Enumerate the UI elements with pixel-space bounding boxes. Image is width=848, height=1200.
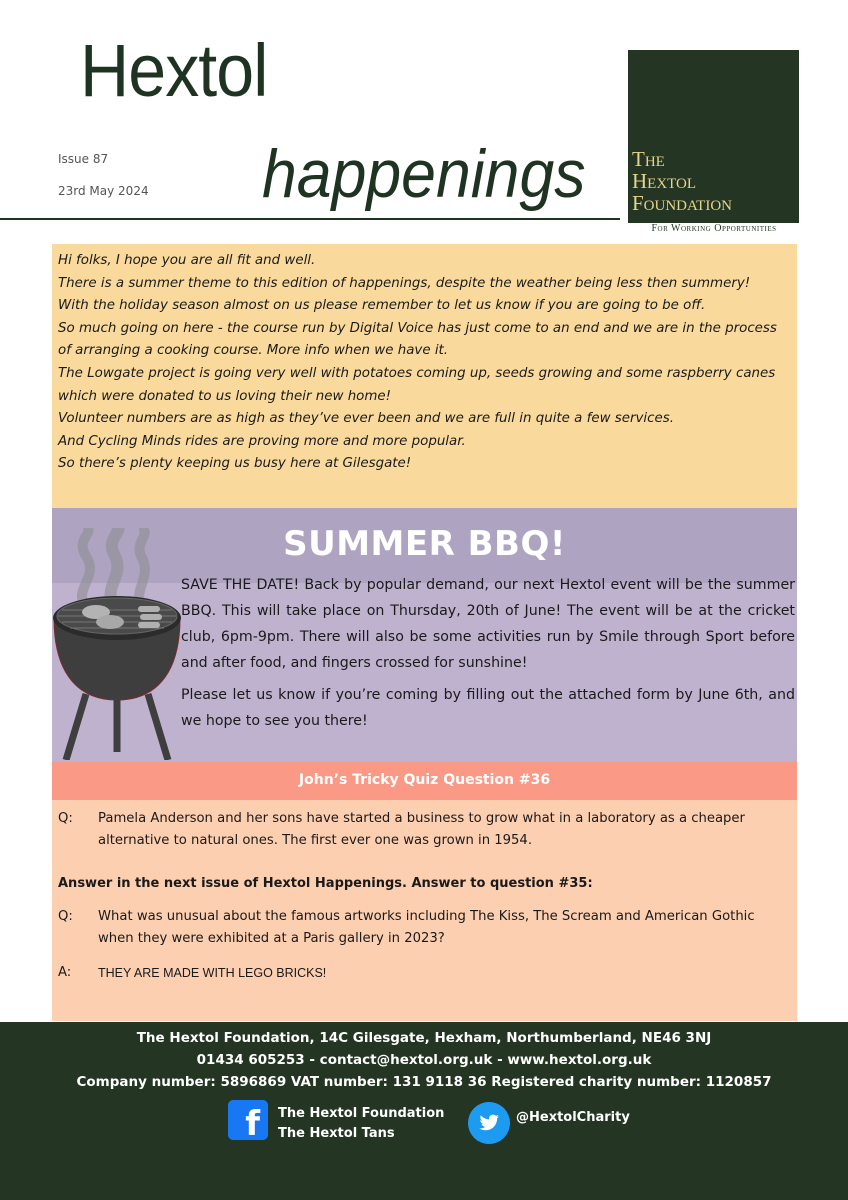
bbq-paragraph-1: SAVE THE DATE! Back by popular demand, our next Hextol event will be the summer BBQ. This will take place on Thursday, 20th of June! The event will be at the cricket club, 6pm-9pm. There will also be some activities run by Smile through Sport before and after food, and fingers crossed for sunshine! <box>181 577 795 671</box>
logo-line-1: The <box>632 147 665 171</box>
logo-tagline: For Working Opportunities <box>651 223 777 234</box>
answer-text: THEY ARE MADE WITH LEGO BRICKS! <box>98 966 327 980</box>
intro-line: So there’s plenty keeping us busy here at Gilesgate! <box>58 456 412 472</box>
footer-address: The Hextol Foundation, 14C Gilesgate, Hexham, Northumberland, NE46 3NJ <box>136 1030 712 1046</box>
intro-line: And Cycling Minds rides are proving more and more popular. <box>58 433 466 449</box>
footer <box>0 1022 848 1200</box>
intro-line: Hi folks, I hope you are all fit and well. <box>58 253 316 268</box>
bbq-grill-icon <box>52 528 182 760</box>
previous-question-text: What was unusual about the famous artworks including The Kiss, The Scream and American Gothic when they were exhibited at a Paris gallery in 2023? <box>98 909 755 946</box>
question-text: Pamela Anderson and her sons have started a business to grow what in a laboratory as a cheaper alternative to natural ones. The first ever one was grown in 1954. <box>98 811 745 848</box>
quiz-title: John’s Tricky Quiz Question #36 <box>298 772 551 788</box>
bbq-section <box>52 508 797 762</box>
bbq-title: SUMMER BBQ! <box>283 524 566 564</box>
intro-line: Volunteer numbers are as high as they’ve ever been and we are full in quite a few services. <box>58 411 674 427</box>
facebook-page-2[interactable]: The Hextol Tans <box>278 1126 395 1141</box>
facebook-icon[interactable]: f <box>228 1100 268 1140</box>
previous-question-label: Q: <box>58 909 73 924</box>
question-label: Q: <box>58 811 73 826</box>
footer-contact: 01434 605253 - contact@hextol.org.uk - www.hextol.org.uk <box>196 1052 652 1068</box>
answer-note: Answer in the next issue of Hextol Happenings. Answer to question #35: <box>58 876 593 891</box>
bbq-body <box>181 572 795 734</box>
bbq-paragraph-2: Please let us know if you’re coming by filling out the attached form by June 6th, and we hope to see you there! <box>181 687 795 729</box>
intro-line: With the holiday season almost on us please remember to let us know if you are going to be off. <box>58 298 706 314</box>
foundation-logo-text <box>632 148 797 214</box>
intro-line: So much going on here - the course run by Digital Voice has just come to an end and we are in the process of arranging a cooking course. More info when we have it. <box>58 320 777 359</box>
quiz-section <box>52 800 797 1021</box>
twitter-handle[interactable]: @HextolCharity <box>516 1110 630 1125</box>
facebook-links <box>278 1104 444 1144</box>
logo-line-2: Hextol <box>632 169 697 193</box>
issue-date: 23rd May 2024 <box>58 184 149 198</box>
newsletter-title: Hextol <box>80 29 268 112</box>
intro-line: The Lowgate project is going very well with potatoes coming up, seeds growing and some raspberry canes which were donated to us loving their new home! <box>58 365 776 404</box>
intro-section <box>52 244 797 508</box>
quiz-header <box>52 762 797 800</box>
newsletter-subtitle: happenings <box>262 136 586 212</box>
footer-registration: Company number: 5896869 VAT number: 131 9118 36 Registered charity number: 1120857 <box>76 1074 772 1090</box>
issue-number: Issue 87 <box>58 152 109 166</box>
twitter-icon[interactable] <box>468 1102 510 1144</box>
logo-line-3: Foundation <box>632 191 733 215</box>
intro-line: There is a summer theme to this edition of happenings, despite the weather being less then summery! <box>58 275 751 291</box>
answer-label: A: <box>58 965 72 980</box>
masthead-divider <box>0 218 620 220</box>
facebook-page-1[interactable]: The Hextol Foundation <box>278 1106 445 1121</box>
